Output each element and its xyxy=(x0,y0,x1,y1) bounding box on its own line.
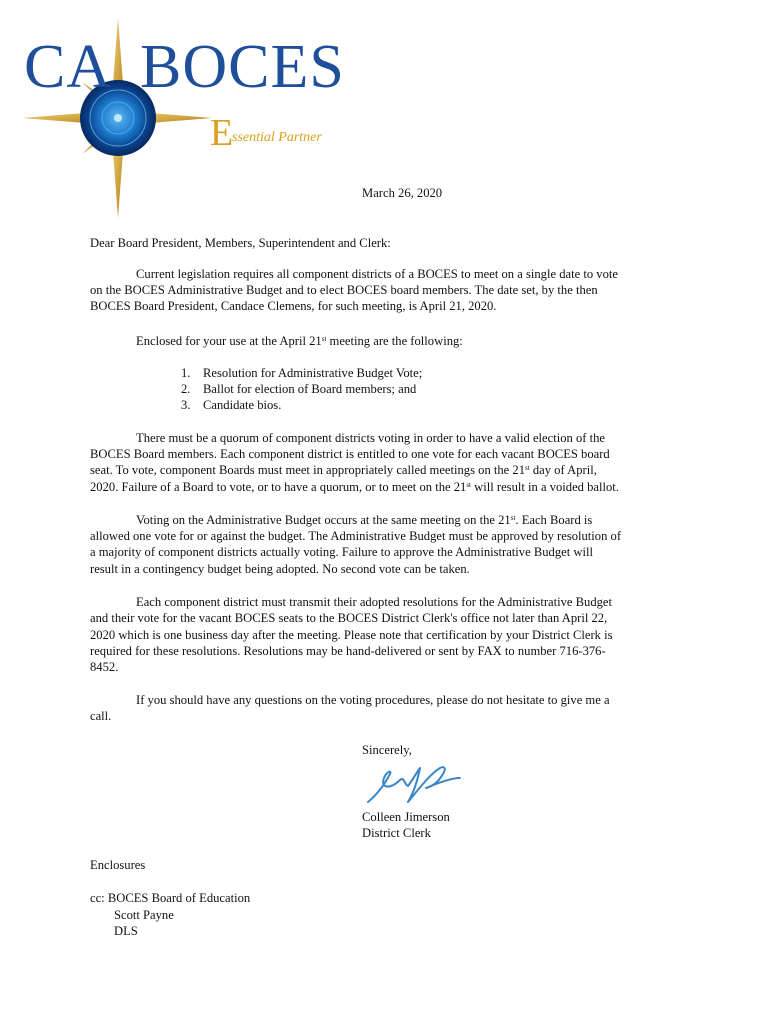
p6-line: If you should have any questions on the voting procedures, please do not hesitate to give me a xyxy=(136,693,610,707)
p5-line: 2020 which is one business day after the meeting. Please note that certification by your District Clerk is xyxy=(90,628,613,642)
logo-tagline: ssential Partner xyxy=(232,130,322,145)
boces-logo xyxy=(22,14,345,224)
salutation: Dear Board President, Members, Superintendent and Clerk: xyxy=(90,236,391,250)
superscript: st xyxy=(466,481,471,489)
p4-line: result in a contingency budget being adopted. No second vote can be taken. xyxy=(90,562,470,576)
p3-line xyxy=(90,462,597,479)
p1-line: BOCES Board President, Candace Clemens, for such meeting, is April 21, 2020. xyxy=(90,299,497,313)
p5-line: Each component district must transmit their adopted resolutions for the Administrative Budget xyxy=(136,595,613,609)
superscript: st xyxy=(321,335,327,343)
p4-line: allowed one vote for or against the budget. The Administrative Budget must be approved by resolution of xyxy=(90,529,622,543)
logo-ca-text: CA xyxy=(24,33,113,101)
p3-line xyxy=(90,479,619,496)
list-text: Candidate bios. xyxy=(203,398,282,412)
text-run: meeting are the following: xyxy=(326,334,463,348)
list-text: Ballot for election of Board members; and xyxy=(203,382,417,396)
text-run: seat. To vote, component Boards must meet in appropriately called meetings on the 21 xyxy=(90,463,526,477)
text-run: Voting on the Administrative Budget occurs at the same meeting on the 21 xyxy=(136,513,511,527)
list-number: 2. xyxy=(181,382,191,396)
signer-title: District Clerk xyxy=(362,826,431,840)
list-number: 3. xyxy=(181,398,191,412)
p1-line: Current legislation requires all component districts of a BOCES to meet on a single date to vote xyxy=(136,267,618,281)
p5-line: 8452. xyxy=(90,660,119,674)
text-run: Enclosed for your use at the April 21 xyxy=(136,334,322,348)
p4-line xyxy=(136,512,592,529)
p5-line: required for these resolutions. Resolutions may be hand-delivered or sent by FAX to number 716-376- xyxy=(90,644,606,658)
p3-line: BOCES Board members. Each component district is entitled to one vote for each vacant BOCES board xyxy=(90,447,610,461)
list-item xyxy=(181,397,281,414)
p5-line: and their vote for the vacant BOCES seats to the BOCES District Clerk's office not later than April 22, xyxy=(90,611,608,625)
list-number: 1. xyxy=(181,366,191,380)
text-run: day of April, xyxy=(529,463,597,477)
list-item xyxy=(181,365,422,382)
signer-name: Colleen Jimerson xyxy=(362,810,450,824)
text-run: will result in a voided ballot. xyxy=(471,480,619,494)
p6-line: call. xyxy=(90,709,112,723)
superscript: st xyxy=(510,514,516,522)
cc-recipient: Scott Payne xyxy=(114,908,174,922)
logo-boces-text: BOCES xyxy=(140,33,345,101)
cc-recipient: DLS xyxy=(114,924,138,938)
text-run: . Each Board is xyxy=(515,513,593,527)
text-run: 2020. Failure of a Board to vote, or to have a quorum, or to meet on the 21 xyxy=(90,480,467,494)
list-item xyxy=(181,381,416,398)
p1-line: on the BOCES Administrative Budget and to elect BOCES board members. The date set, by the then xyxy=(90,283,598,297)
enclosed-intro xyxy=(136,333,463,350)
logo-e-letter: E xyxy=(210,112,234,154)
enclosures-label: Enclosures xyxy=(90,858,146,872)
letter-date: March 26, 2020 xyxy=(362,186,443,200)
list-text: Resolution for Administrative Budget Vote; xyxy=(203,366,423,380)
handwritten-signature xyxy=(360,758,470,808)
closing: Sincerely, xyxy=(362,743,412,757)
p4-line: a majority of component districts actually voting. Failure to approve the Administrative Budget will xyxy=(90,545,593,559)
superscript: st xyxy=(525,464,530,472)
p3-line: There must be a quorum of component districts voting in order to have a valid election of the xyxy=(136,431,605,445)
cc-line: cc: BOCES Board of Education xyxy=(90,891,251,905)
